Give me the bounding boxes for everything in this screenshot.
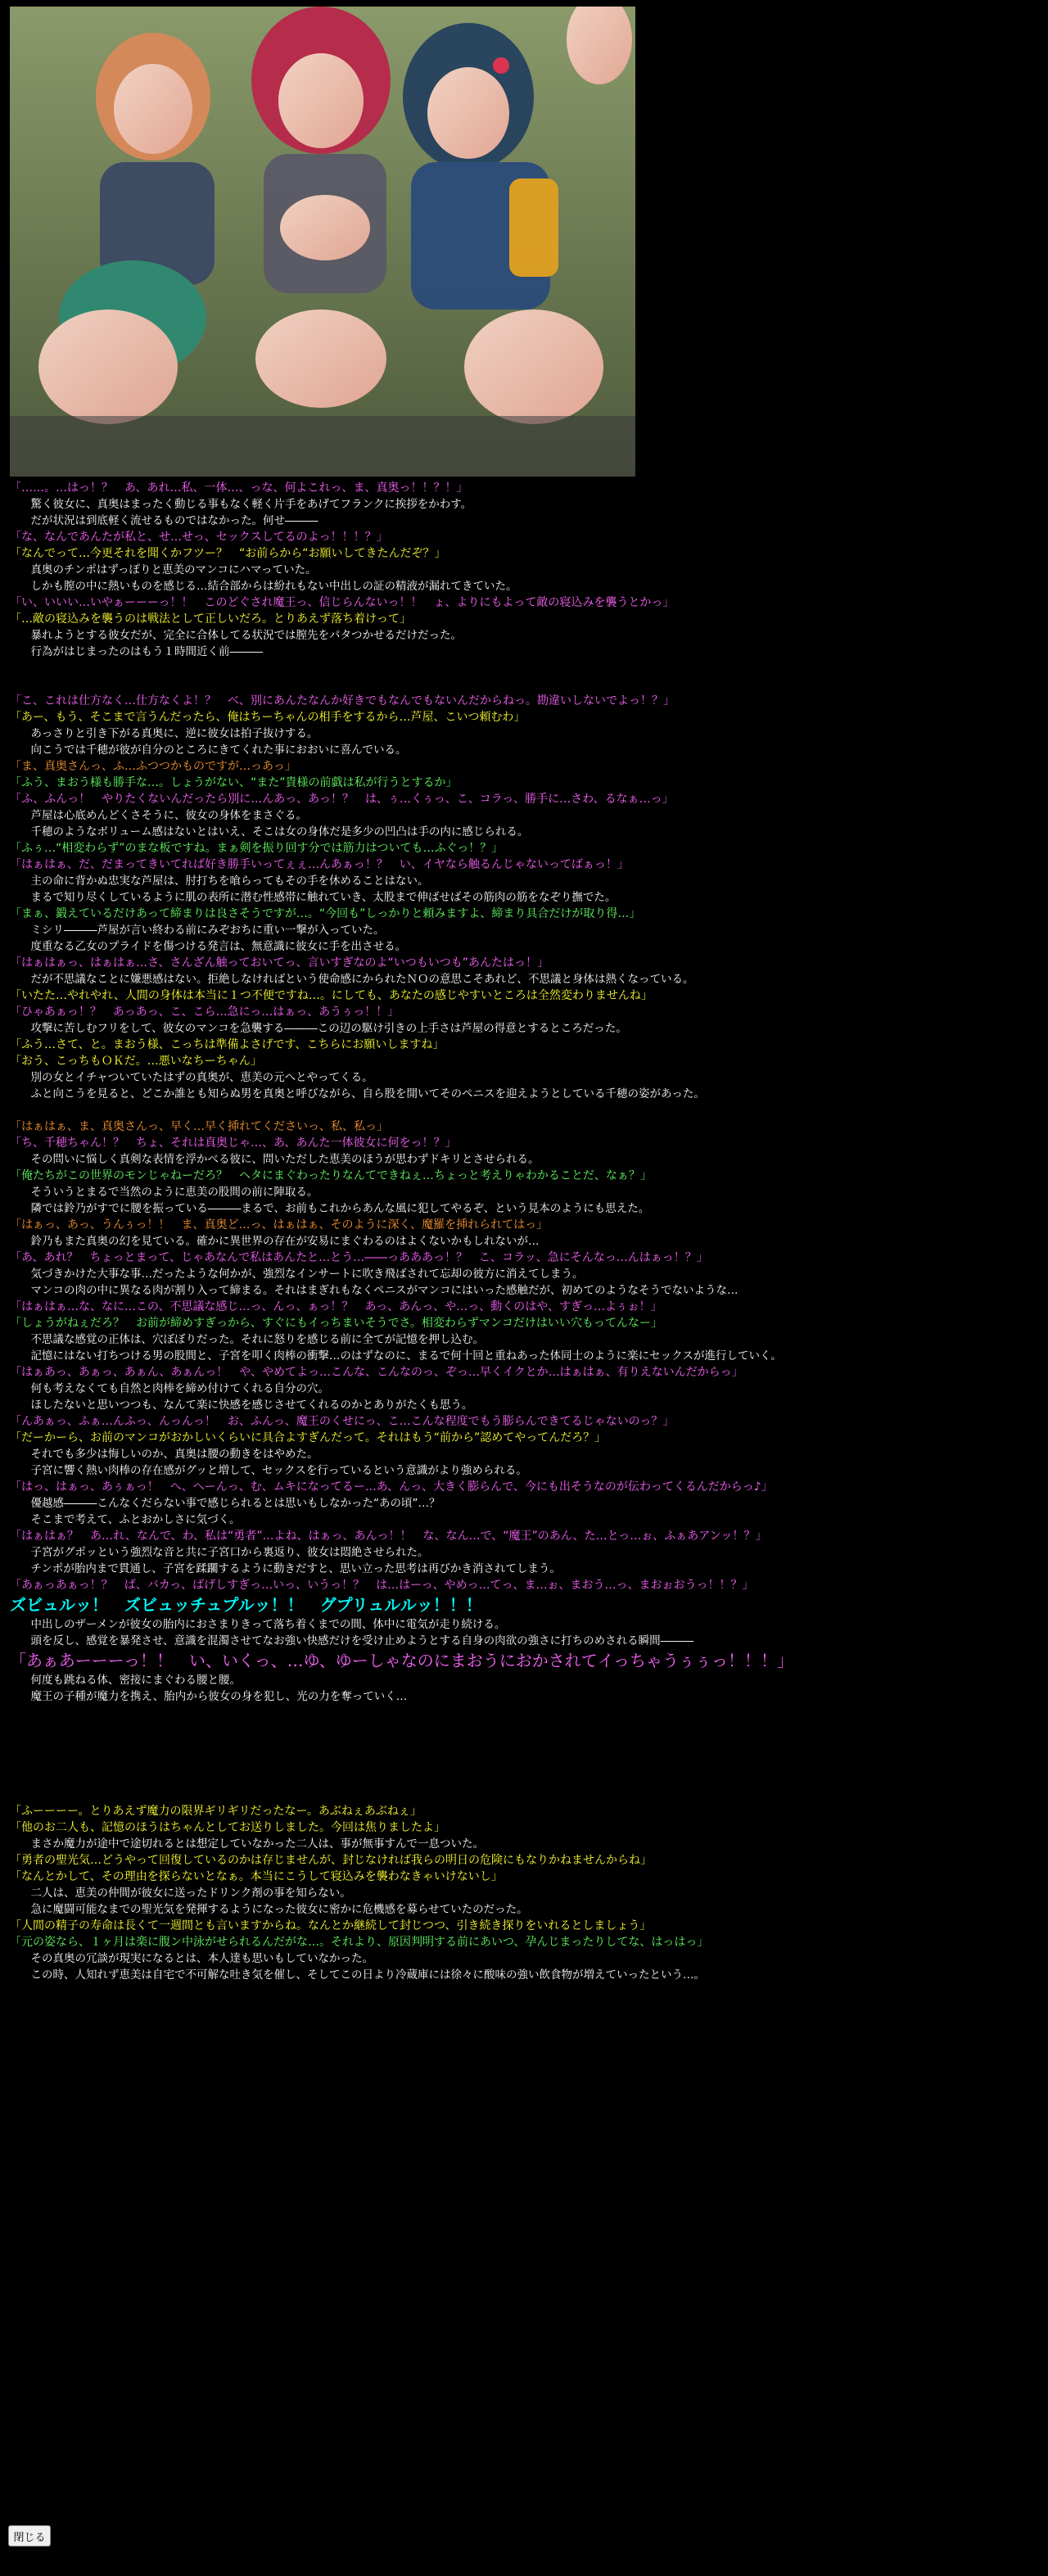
narration-line: 子宮がグポッという強烈な音と共に子宮口から裏返り、彼女は悶絶させられた。 <box>20 1546 429 1559</box>
story-text <box>10 480 1038 1983</box>
narration-line: それでも多少は悔しいのか、真奥は腰の動きをはやめた。 <box>20 1448 318 1461</box>
narration-line: 真奥のチンポはずっぽりと恵美のマンコにハマっていた。 <box>20 563 317 576</box>
narration-line: 主の命に背かぬ忠実な芦屋は、肘打ちを喰らってもその手を休めることはない。 <box>20 874 429 888</box>
spacer <box>10 1787 1038 1803</box>
dialogue-line: 「はぁはぁ、ま、真奥さんっ、早く…早く挿れてくださいっ、私、私っ」 <box>10 1120 388 1133</box>
spacer <box>10 1705 1038 1787</box>
narration-line: 鈴乃もまた真奥の幻を見ている。確かに異世界の存在が安易にまぐわるのはよくないかもしれないが… <box>20 1235 540 1248</box>
narration-line: 中出しのザーメンが彼女の胎内におさまりきって落ち着くまでの間、体中に電気が走り続ける。 <box>20 1618 506 1631</box>
dialogue-line: 「ふう…さて、と。まおう様、こっちは準備よさげです、こちらにお願いしますね」 <box>10 1038 445 1051</box>
narration-line: 攻撃に苦しむフリをして、彼女のマンコを急襲する―――この辺の駆け引きの上手さは芦屋の得意とするところだった。 <box>20 1022 627 1035</box>
dialogue-line: 「ふぅ…“相変わらず”のまな板ですね。まぁ剣を振り回す分では筋力はついても…ふぐっ！？」 <box>10 842 504 855</box>
dialogue-line: 「はぁはぁ？ あ…れ、なんで、わ、私は“勇者”…よね、はぁっ、あんっ！！ な、なん…で、“魔王”のあん、た…とっ…ぉ、ふぁあアンッ！？」 <box>10 1530 767 1543</box>
dialogue-line: 「ま、真奥さんっ、ふ…ふつつかものですが…っあっ」 <box>10 760 296 773</box>
narration-line: 二人は、恵美の仲間が彼女に送ったドリンク剤の事を知らない。 <box>20 1887 351 1900</box>
narration-line: マンコの肉の中に異なる肉が割り入って締まる。それはまぎれもなくペニスがマンコにはいった感触だが、初めてのようなそうでないような… <box>20 1284 739 1297</box>
narration-line: ふと向こうを見ると、どこか誰とも知らぬ男を真奥と呼びながら、自ら股を開いてそのペニスを迎えようとしている千穂の姿があった。 <box>20 1087 705 1100</box>
narration-line: 記憶にはない打ちつける男の股間と、子宮を叩く肉棒の衝撃…のはずなのに、まるで何十回と重ねあった体同士のように楽にセックスが進行していく。 <box>20 1349 782 1363</box>
narration-line: 驚く彼女に、真奥はまったく動じる事もなく軽く片手をあげてフランクに挨拶をかわす。 <box>20 498 472 511</box>
dialogue-line: 「あー、もう、そこまで言うんだったら、俺はちーちゃんの相手をするから…芦屋、こいつ頼むわ」 <box>10 711 526 724</box>
narration-line: その問いに悩しく真剣な表情を浮かべる彼に、問いただした恵美のほうが思わずドキリとさせられる。 <box>20 1153 540 1166</box>
sound-effect-line: ズビュルッ！ ズビュッチュプルッ！！ グプリュルルッ！！！ <box>10 1595 482 1615</box>
narration-line: だが不思議なことに嫌悪感はない。拒絶しなければという使命感にかられたＮＯの意思こそあれど、不思議と身体は熱くなっている。 <box>20 973 694 986</box>
dialogue-line: 「…敵の寝込みを襲うのは戦法として正しいだろ。とりあえず落ち着けって」 <box>10 612 411 626</box>
narration-line: 隣では鈴乃がすでに腰を振っている―――まるで、お前もこれからあんな風に犯してやるぞ、という見本のようにも思えた。 <box>20 1202 650 1215</box>
narration-line: 別の女とイチャついていたはずの真奥が、恵美の元へとやってくる。 <box>20 1071 373 1084</box>
narration-line: 何度も跳ねる体、密接にまぐわる腰と腰。 <box>20 1674 241 1687</box>
narration-line: しかも膣の中に熱いものを感じる…結合部からは紛れもない中出しの証の精液が漏れてきていた。 <box>20 580 517 593</box>
dialogue-line: 「勇者の聖光気…どうやって回復しているのかは存じませんが、封じなければ我らの明日の危険にもなりかねませんからね」 <box>10 1854 652 1867</box>
narration-line: まるで知り尽くしているように肌の表所に潜む性感帯に触れていき、太股まで伸ばせばその筋肉の筋をなぞり撫でた。 <box>20 891 617 904</box>
dialogue-line: 「まぁ、鍛えているだけあって締まりは良さそうですが…。“今回も”しっかりと頼みますよ、締まり具合だけが取り得…」 <box>10 907 641 920</box>
spacer <box>10 1102 1038 1119</box>
dialogue-line: 「はぁっ、あっ、うんぅっ！！ ま、真奥ど…っ、はぁはぁ、そのように深く、魔羅を挿れられてはっ」 <box>10 1218 549 1232</box>
close-button[interactable]: 閉じる <box>8 2525 51 2547</box>
dialogue-line: 「ふーーーー。とりあえず魔力の限界ギリギリだったなー。あぶねぇあぶねぇ」 <box>10 1805 422 1818</box>
narration-line: 度重なる乙女のプライドを傷つける発言は、無意識に彼女に手を出させる。 <box>20 940 407 953</box>
narration-line: この時、人知れず恵美は自宅で不可解な吐き気を催し、そしてこの日より冷蔵庫には徐々に酸味の強い飲食物が増えていったという…。 <box>20 1968 705 1982</box>
narration-line: その真奥の冗談が現実になるとは、本人達も思いもしていなかった。 <box>20 1952 373 1965</box>
dialogue-line: 「あ、あれ？ ちょっとまって、じゃあなんで私はあんたと…とう…――っあああっ！？ こ、コラッ、急にそんなっ…んはぁっ！？」 <box>10 1251 708 1264</box>
dialogue-line: 「こ、これは仕方なく…仕方なくよ！？ べ、別にあんたなんか好きでもなんでもないんだからねっ。勘違いしないでよっ！？」 <box>10 694 675 707</box>
dialogue-line: 「ふ、ふんっ！ やりたくないんだったら別に…んあっ、あっ！？ は、ぅ…くぅっ、こ、コラっ、勝手に…さわ、るなぁ…っ」 <box>10 793 674 806</box>
dialogue-line: 「おう、こっちもＯＫだ。…悪いなちーちゃん」 <box>10 1055 262 1068</box>
dialogue-line: 「だーかーら、お前のマンコがおかしいくらいに具合よすぎんだって。それはもう“前から”認めてやってんだろ？」 <box>10 1431 607 1444</box>
narration-line: まさか魔力が途中で途切れるとは想定していなかった二人は、事が無事すんで一息ついた。 <box>20 1837 484 1851</box>
narration-line: あっさりと引き下がる真奥に、逆に彼女は拍子抜けする。 <box>20 727 318 740</box>
dialogue-line: 「な、なんであんたが私と、せ…せっ、セックスしてるのよっ！！！？」 <box>10 531 388 544</box>
spacer <box>10 676 1038 693</box>
spacer <box>10 660 1038 676</box>
dialogue-line: 「いたた…やれやれ、人間の身体は本当に１つ不便ですね…。にしても、あなたの感じやすいところは全然変わりませんね」 <box>10 989 653 1002</box>
dialogue-line: 「はぁあっ、あぁっ、あぁん、あぁんっ！ や、やめてよっ…こんな、こんなのっ、ぞっ…早くイクとか…はぁはぁ、有りえないんだからっ」 <box>10 1366 743 1379</box>
narration-line: 魔王の子種が魔力を携え、胎内から彼女の身を犯し、光の力を奪っていく… <box>20 1690 408 1703</box>
dialogue-line: 「俺たちがこの世界のモンじゃねーだろ？ ヘタにまぐわったりなんてできねぇ…ちょっと考えりゃわかることだ、なぁ？」 <box>10 1169 652 1182</box>
dialogue-line: 「あぁっあぁっ！？ ぱ、バカっ、ばげしすぎっ…いっ、いうっ！？ は…はーっ、やめっ…てっ、ま…ぉ、まおう…っ、まおぉおうっ！！？」 <box>10 1579 754 1592</box>
event-illustration <box>10 7 635 477</box>
narration-line: そういうとまるで当然のように恵美の股間の前に陣取る。 <box>20 1186 318 1199</box>
dialogue-line: 「はっ、はぁっ、あぅぁっ！ へ、へーんっ、む、ムキになってるー…あ、んっ、大きく膨らんで、今にも出そうなのが伝わってくるんだからっ♪」 <box>10 1480 773 1494</box>
dialogue-line: 「なんとかして、その理由を探らないとなぁ。本当にこうして寝込みを襲わなきゃいけないし」 <box>10 1870 503 1883</box>
dialogue-line: 「ふう、まおう様も勝手な…。しょうがない、“また”貴様の前戯は私が行うとするか」 <box>10 776 458 789</box>
narration-line: 暴れようとする彼女だが、完全に合体してる状況では膣先をパタつかせるだけだった。 <box>20 629 462 642</box>
narration-line: 頭を反し、感覚を暴発させ、意識を混濁させてなお強い快感だけを受け止めようとする自身の肉欲の強さに打ちのめされる瞬間――― <box>20 1634 694 1647</box>
narration-line: 気づきかけた大事な事…だったような何かが、強烈なインサートに吹き飛ばされて忘却の彼方に消えてしまう。 <box>20 1268 584 1281</box>
narration-line: 不思議な感覚の正体は、穴ぼぼりだった。それに怒りを感じる前に全てが記憶を押し込む。 <box>20 1333 484 1346</box>
dialogue-line: 「はぁはぁ…な、なに…この、不思議な感じ…っ、んっ、ぁっ！？ あっ、あんっ、や…っ、動くのはや、すぎっ…よぅぉ！」 <box>10 1300 662 1313</box>
narration-line: 行為がはじまったのはもう１時間近く前――― <box>20 645 263 658</box>
narration-line: だが状況は到底軽く流せるものではなかった。何せ――― <box>20 514 318 527</box>
narration-line: 芦屋は心底めんどくさそうに、彼女の身体をまさぐる。 <box>20 809 307 822</box>
dialogue-line: 「人間の精子の寿命は長くて一週間とも言いますからね。なんとか継続して封じつつ、引き続き探りをいれるとしましょう」 <box>10 1919 652 1932</box>
narration-line: 向こうでは千穂が彼が自分のところにきてくれた事におおいに喜んでいる。 <box>20 743 407 757</box>
dialogue-line: 「なんでって…今更それを聞くかフツー？ “お前らから“お願いしてきたんだぞ？」 <box>10 547 446 560</box>
dialogue-line: 「……。…はっ！？ あ、あれ…私、一体…、っな、何よこれっ、ま、真奥っ！！？！」 <box>10 481 468 495</box>
dialogue-line: 「はぁはぁっ、はぁはぁ…さ、さんざん触っておいてっ、言いすぎなのよ“いつもいつも”あんたはっ！」 <box>10 956 549 969</box>
dialogue-line: 「い、いいい…いやぁーーーっ！！ このどぐされ魔王っ、信じらんないっ！！ ょ、よりにもよって敵の寝込みを襲うとかっ」 <box>10 596 675 609</box>
narration-line: ほしたないと思いつつも、なんて楽に快感を感じさせてくれるのかとありがたくも思う。 <box>20 1399 473 1412</box>
dialogue-line: 「んあぁっ、ふぁ…んふっ、んっんっ！ お、ふんっ、魔王のくせにっ、こ…こんな程度でもう膨らんできてるじゃないのっ？」 <box>10 1415 675 1428</box>
narration-line: ミシリ―――芦屋が言い終わる前にみぞおちに重い一撃が入っていた。 <box>20 924 385 937</box>
dialogue-line: 「他のお二人も、記憶のほうはちゃんとしてお送りしました。今回は焦りましたよ」 <box>10 1821 445 1834</box>
narration-line: 何も考えなくても自然と肉棒を締め付けてくれる自分の穴。 <box>20 1382 329 1395</box>
narration-line: チンポが胎内まで貫通し、子宮を蹂躙するように動きだすと、思い立った思考は再びかき消されてしまう。 <box>20 1562 561 1575</box>
narration-line: 優越感―――こんなくだらない事で感じられるとは思いもしなかった“あの頃”…？ <box>20 1497 440 1510</box>
dialogue-line: 「はぁはぁ、だ、だまってきいてれば好き勝手いってぇぇ…んあぁっ！？ い、イヤなら触るんじゃないってばぁっ！」 <box>10 858 629 871</box>
figure-center <box>251 7 391 408</box>
narration-line: 急に魔闘可能なまでの聖光気を発揮するようになった彼女に密かに危機感を募らせていたのだった。 <box>20 1903 528 1916</box>
narration-line: そこまで考えて、ふとおかしさに気づく。 <box>20 1513 241 1526</box>
dialogue-line: 「あぁあーーーっ！！ い、いくっ、…ゆ、ゆーしゃなのにまおうにおかされてイっちゃうぅぅっ！！！」 <box>10 1651 793 1670</box>
narration-line: 子宮に響く熱い肉棒の存在感がグッと増して、セックスを行っているという意識がより強められる。 <box>20 1464 527 1477</box>
dialogue-line: 「しょうがねぇだろ？ お前が締めすぎっから、すぐにもイっちまいそうでさ。相変わらずマンコだけはいい穴もってんなー」 <box>10 1317 662 1330</box>
narration-line: 千穂のようなボリューム感はないとはいえ、そこは女の身体だ是多少の凹凸は手の内に感じられる。 <box>20 825 529 838</box>
dialogue-line: 「ひゃあぁっ！？ あっあっ、こ、こら…急にっ…はぁっ、あうぅっ！！」 <box>10 1006 400 1019</box>
dialogue-line: 「元の姿なら、１ヶ月は楽に腹ン中泳がせられるんだがな…。それより、原因判明する前にあいつ、孕んじまったりしてな、はっはっ」 <box>10 1936 709 1949</box>
dialogue-line: 「ち、千穂ちゃん！？ ちょ、それは真奥じゃ…、あ、あんた一体彼女に何をっ！？」 <box>10 1137 457 1150</box>
